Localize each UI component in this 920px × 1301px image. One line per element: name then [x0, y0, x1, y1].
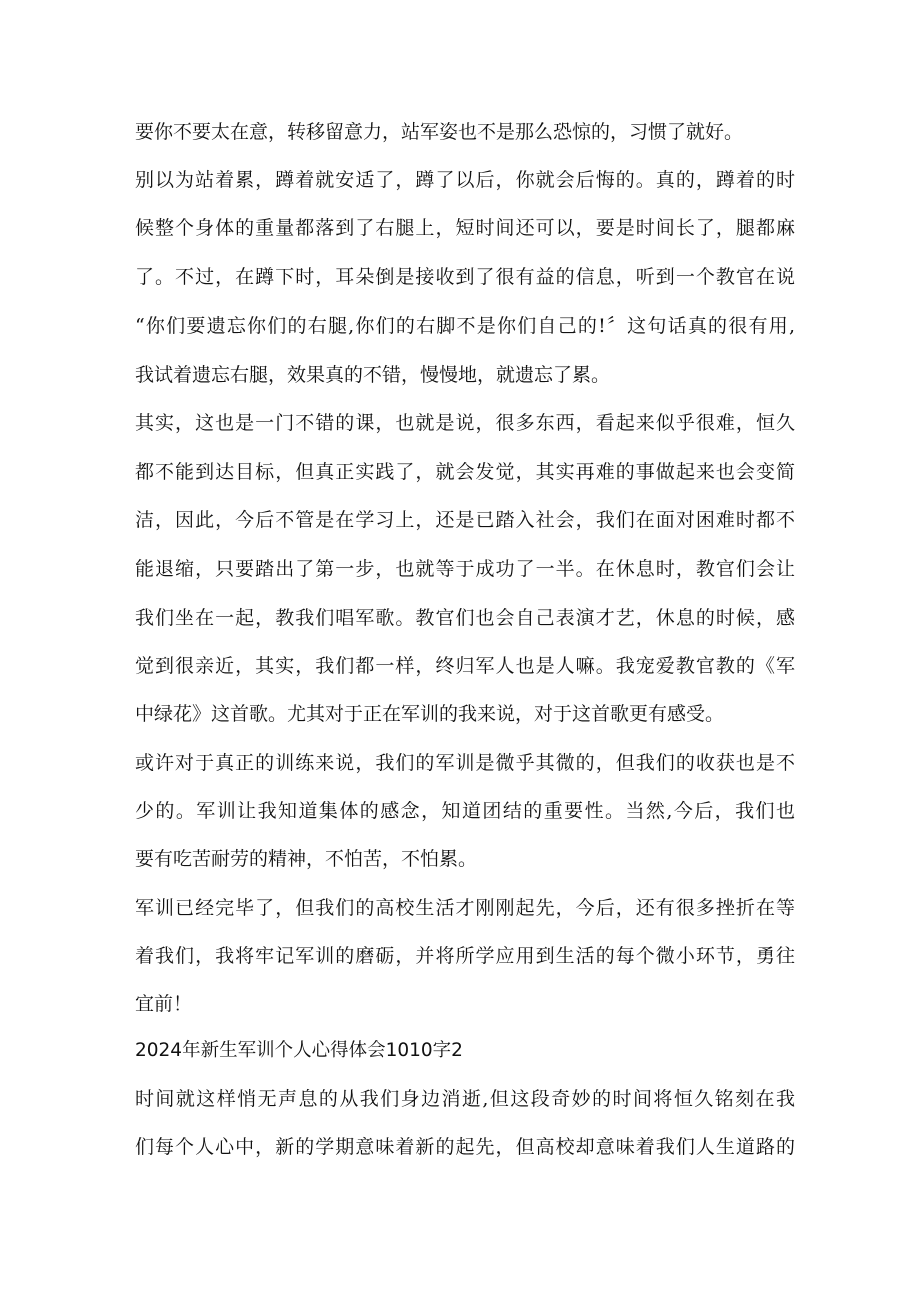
text-line: 宜前！ [135, 993, 193, 1015]
text-line: 要有吃苦耐劳的精神，不怕苦，不怕累。 [135, 848, 478, 870]
text-line: 洁，因此，今后不管是在学习上，还是已踏入社会，我们在面对困难时都不 [135, 509, 795, 531]
text-line: 我们坐在一起，教我们唱军歌。教官们也会自己表演才艺，休息的时候，感 [135, 607, 795, 629]
text-line: 要你不要太在意，转移留意力，站军姿也不是那么恐惊的，习惯了就好。 [135, 121, 744, 143]
text-line: 或许对于真正的训练来说，我们的军训是微乎其微的，但我们的收获也是不 [135, 752, 795, 774]
text-line: 其实，这也是一门不错的课，也就是说，很多东西，看起来似乎很难，恒久 [135, 412, 795, 434]
text-line: 候整个身体的重量都落到了右腿上，短时间还可以，要是时间长了，腿都麻 [135, 217, 795, 239]
text-line: 能退缩，只要踏出了第一步，也就等于成功了一半。在休息时，教官们会让 [135, 558, 795, 580]
text-line: 着我们，我将牢记军训的磨砺，并将所学应用到生活的每个微小环节，勇往 [135, 945, 795, 967]
text-line: 别以为站着累，蹲着就安适了，蹲了以后，你就会后悔的。真的，蹲着的时 [135, 169, 795, 191]
text-line: 我试着遗忘右腿，效果真的不错，慢慢地，就遗忘了累。 [135, 364, 611, 386]
text-line: 了。不过，在蹲下时，耳朵倒是接收到了很有益的信息，听到一个教官在说 [135, 266, 795, 288]
text-line: 少的。军训让我知道集体的感念，知道团结的重要性。当然,今后，我们也 [135, 800, 795, 822]
text-line: 都不能到达目标，但真正实践了，就会发觉，其实再难的事做起来也会变简 [135, 461, 795, 483]
section-heading: 2024年新生军训个人心得体会1010字2 [135, 1040, 463, 1061]
text-line: 中绿花》这首歌。尤其对于正在军训的我来说，对于这首歌更有感受。 [135, 703, 725, 725]
text-line: 们每个人心中，新的学期意味着新的起先，但高校却意味着我们人生道路的 [135, 1136, 795, 1158]
text-line: “你们要遗忘你们的右腿,你们的右脚不是你们自己的!〞这句话真的很有用, [135, 315, 795, 337]
text-line: 军训已经完毕了，但我们的高校生活才刚刚起先，今后，还有很多挫折在等 [135, 897, 795, 919]
text-line: 时间就这样悄无声息的从我们身边消逝,但这段奇妙的时间将恒久铭刻在我 [135, 1088, 795, 1110]
text-line: 觉到很亲近，其实，我们都一样，终归军人也是人嘛。我宠爱教官教的《军 [135, 655, 795, 677]
